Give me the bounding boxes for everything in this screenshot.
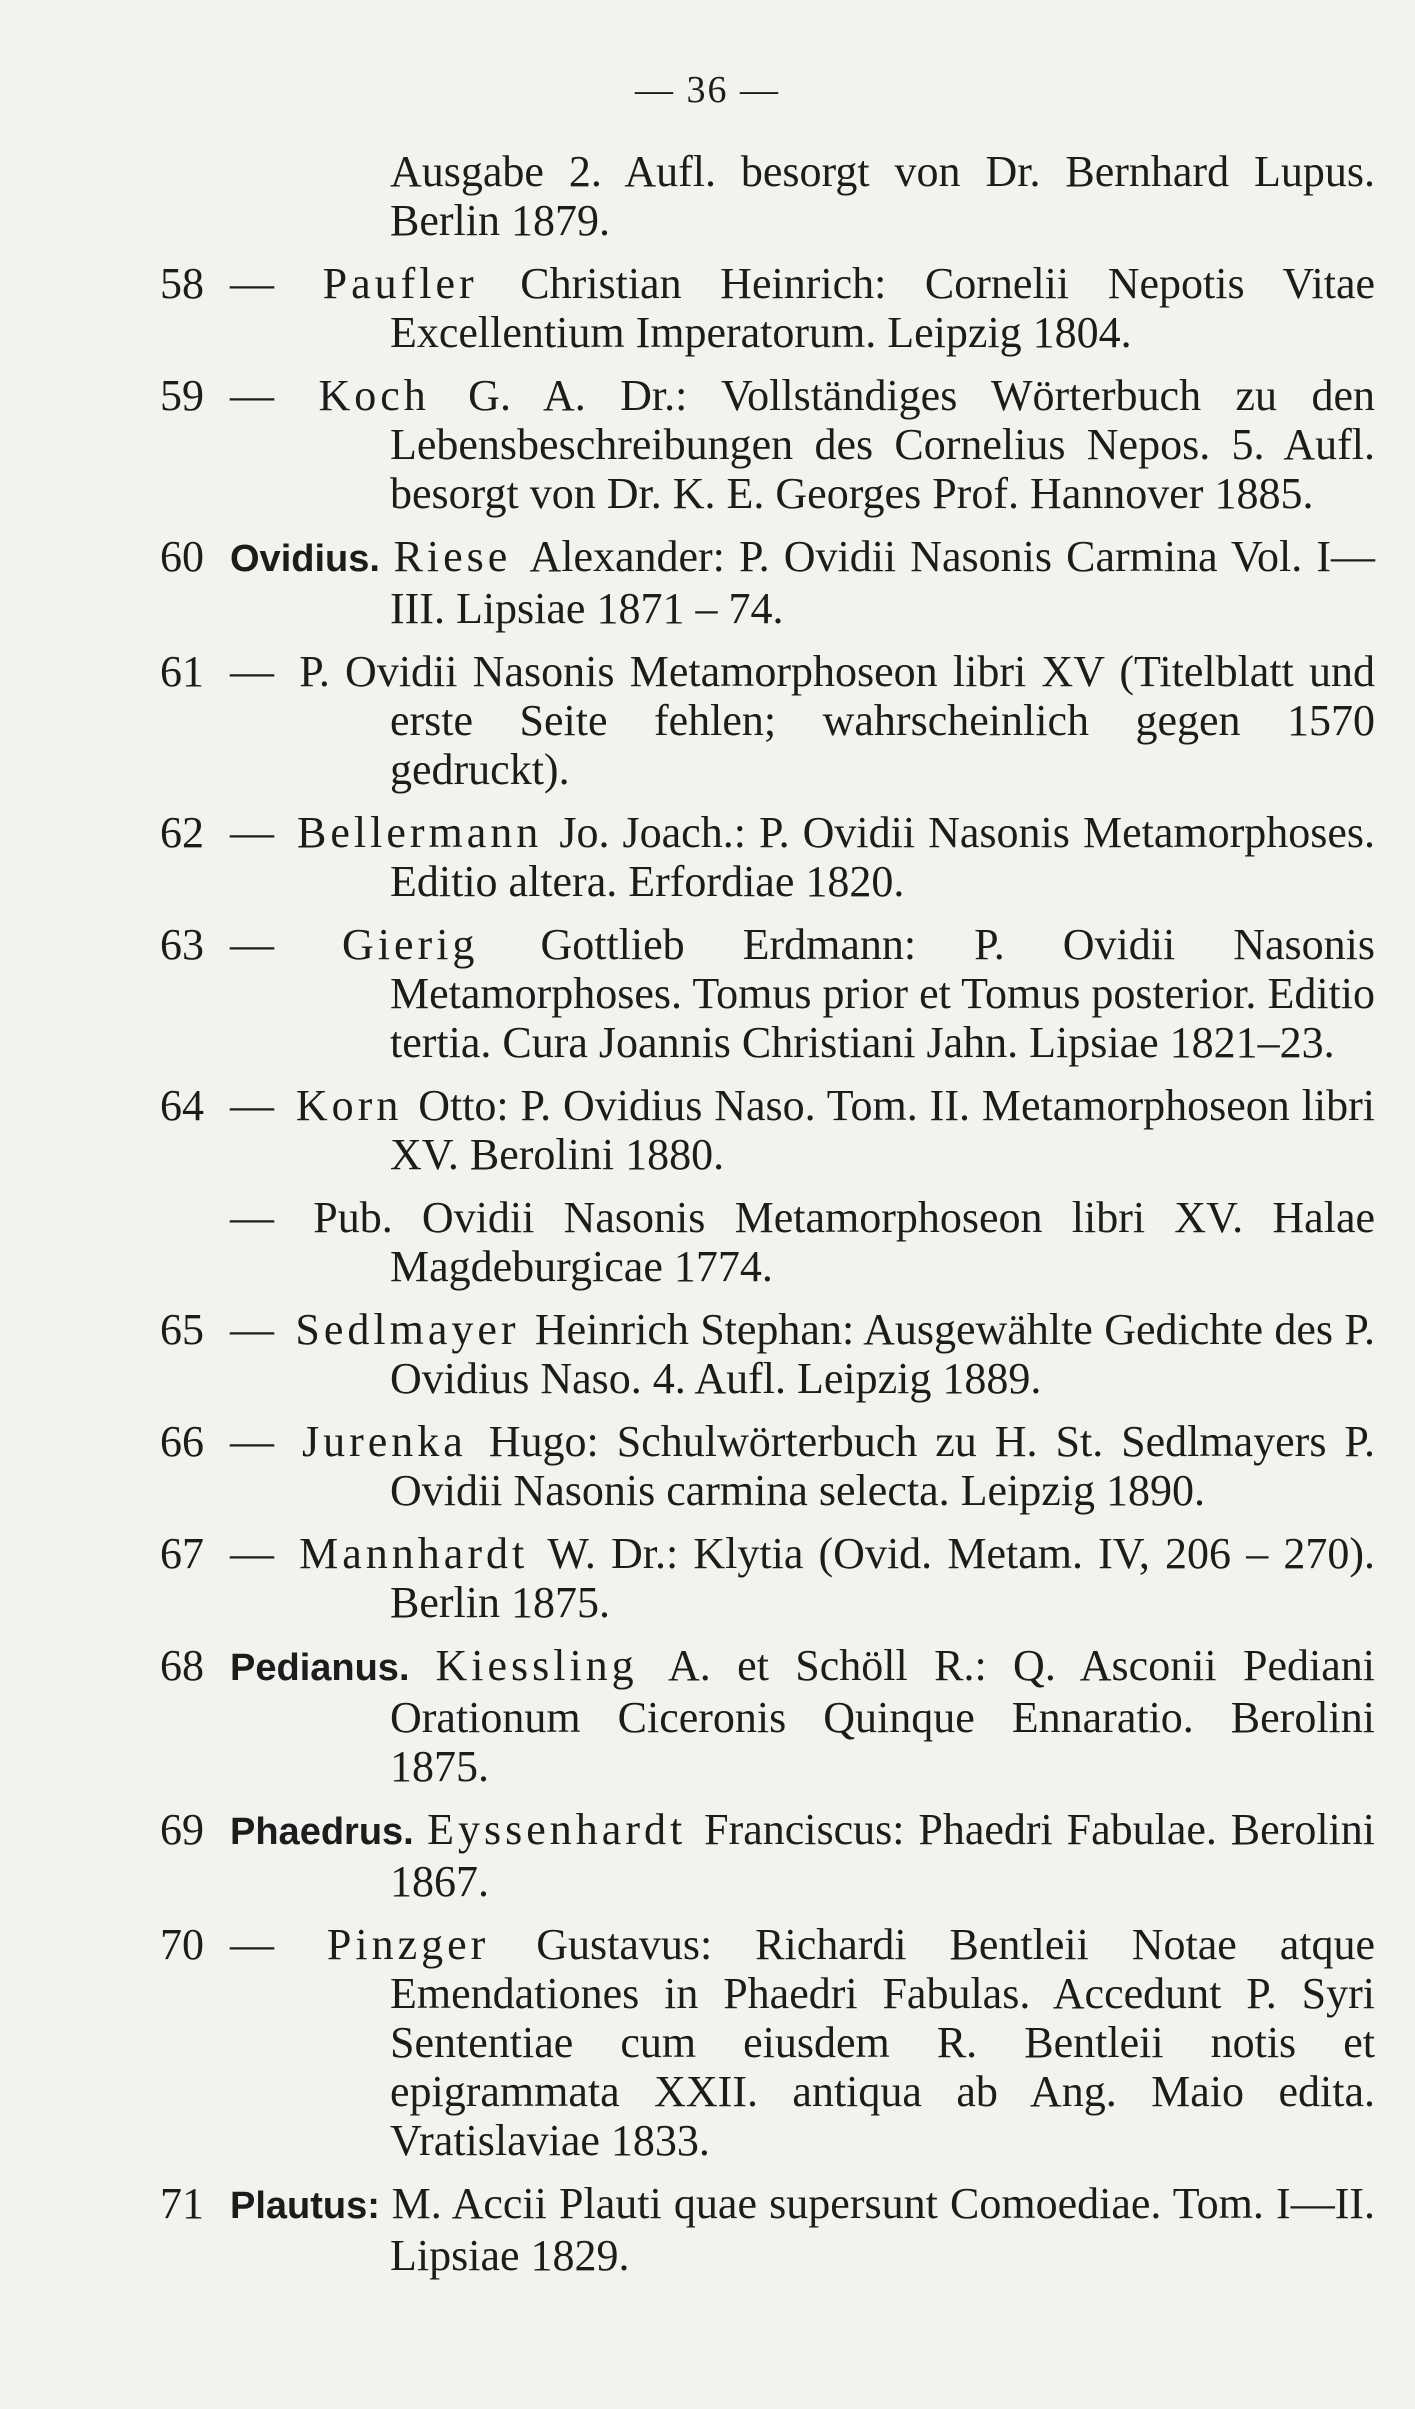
- entry-dash: —: [230, 1529, 290, 1578]
- entry-dash: —: [230, 920, 333, 969]
- entry-author: Korn: [295, 1081, 419, 1130]
- catalog-entry: [160, 808, 1375, 906]
- catalog-entry: [160, 259, 1375, 357]
- entry-body: [230, 1641, 1375, 1791]
- entry-dash: —: [230, 1193, 304, 1242]
- entry-author: Kiessling: [435, 1641, 669, 1690]
- entry-body: [230, 1920, 1375, 2165]
- entry-dash: —: [230, 1305, 286, 1354]
- entry-text: Gustavus: Richardi Bentleii Notae atque Emendationes in Phaedri Fabulas. Accedunt P. Syri Sententiae cum eiusdem R. Bentleii notis et epigrammata XXII. antiqua ab Ang. Maio edita. Vratislaviae 1833.: [390, 1920, 1375, 2165]
- entry-number: 70: [160, 1920, 204, 1969]
- catalog-entry: [160, 1529, 1375, 1627]
- entry-author: Riese: [393, 532, 530, 581]
- entry-number: 64: [160, 1081, 204, 1130]
- entry-text: W. Dr.: Klytia (Ovid. Metam. IV, 206 – 270). Berlin 1875.: [390, 1529, 1375, 1627]
- entry-text: Gottlieb Erdmann: P. Ovidii Nasonis Metamorphoses. Tomus prior et Tomus posterior. Editio tertia. Cura Joannis Christiani Jahn. Lipsiae 1821–23.: [390, 920, 1376, 1067]
- entry-body: [230, 1081, 1375, 1179]
- entry-text: M. Accii Plauti quae supersunt Comoediae. Tom. I—II. Lipsiae 1829.: [390, 2179, 1375, 2280]
- entry-text: P. Ovidii Nasonis Metamorphoseon libri XV (Titelblatt und erste Seite fehlen; wahrscheinlich gegen 1570 gedruckt).: [299, 647, 1376, 794]
- entry-text: Franciscus: Phaedri Fabulae. Berolini 1867.: [390, 1805, 1375, 1906]
- entry-number: 61: [160, 647, 204, 696]
- entry-category: Phaedrus.: [230, 1811, 428, 1853]
- entry-number: 66: [160, 1417, 204, 1466]
- entry-text: Pub. Ovidii Nasonis Metamorphoseon libri XV. Halae Magdeburgicae 1774.: [313, 1193, 1375, 1291]
- entry-body: [390, 147, 1375, 245]
- entry-body: [230, 1193, 1375, 1291]
- entry-body: [230, 1805, 1375, 1906]
- entry-category: Pedianus.: [230, 1647, 436, 1689]
- entry-body: [230, 647, 1375, 794]
- entry-number: 63: [160, 920, 204, 969]
- entry-author: Pinzger: [326, 1920, 537, 1969]
- entry-text: G. A. Dr.: Vollständiges Wörterbuch zu den Lebensbeschreibungen des Cornelius Nepos. 5. Aufl. besorgt von Dr. K. E. Georges Prof. Hannover 1885.: [390, 371, 1375, 518]
- entry-author: Sedlmayer: [295, 1305, 535, 1354]
- catalog-entry: [160, 2179, 1375, 2280]
- entry-author: Mannhardt: [299, 1529, 548, 1578]
- catalog-entry: [160, 1641, 1375, 1791]
- entry-category: Ovidius.: [230, 538, 394, 580]
- catalog-entry: [160, 147, 1375, 245]
- entry-dash: —: [230, 371, 309, 420]
- entry-body: [230, 1529, 1375, 1627]
- catalog-entry: [160, 532, 1375, 633]
- entry-dash: —: [230, 647, 290, 696]
- entry-body: [230, 920, 1375, 1067]
- entry-number: 58: [160, 259, 204, 308]
- entry-text: Hugo: Schulwörterbuch zu H. St. Sedlmayers P. Ovidii Nasonis carmina selecta. Leipzig 1890.: [390, 1417, 1375, 1515]
- catalog-entry: [160, 1417, 1375, 1515]
- entry-text: Jo. Joach.: P. Ovidii Nasonis Metamorphoses. Editio altera. Erfordiae 1820.: [390, 808, 1375, 906]
- entry-number: 69: [160, 1805, 204, 1854]
- entry-body: [230, 1417, 1375, 1515]
- entry-body: [230, 808, 1375, 906]
- catalog-entry: [160, 647, 1375, 794]
- entry-number: 71: [160, 2179, 204, 2228]
- entry-author: Gierig: [342, 920, 541, 969]
- entry-text: Christian Heinrich: Cornelii Nepotis Vitae Excellentium Imperatorum. Leipzig 1804.: [390, 259, 1376, 357]
- entry-category: Plautus:: [230, 2185, 392, 2227]
- entry-body: [230, 1305, 1375, 1403]
- entry-number: 59: [160, 371, 204, 420]
- catalog-entry: [160, 920, 1375, 1067]
- catalog-entries: [160, 147, 1376, 2294]
- entry-number: 65: [160, 1305, 204, 1354]
- entry-text: Alexander: P. Ovidii Nasonis Carmina Vol. I—III. Lipsiae 1871 – 74.: [390, 532, 1375, 633]
- page-number: — 36 —: [635, 69, 780, 111]
- catalog-entry: [160, 1920, 1375, 2165]
- entry-text: A. et Schöll R.: Q. Asconii Pediani Orationum Ciceronis Quinque Ennaratio. Berolini 1875.: [390, 1641, 1375, 1791]
- entry-author: Eyssenhardt: [427, 1805, 705, 1854]
- catalog-entry: [160, 371, 1375, 518]
- entry-author: Koch: [318, 371, 469, 420]
- entry-dash: —: [230, 259, 313, 308]
- entry-text: Otto: P. Ovidius Naso. Tom. II. Metamorphoseon libri XV. Berolini 1880.: [390, 1081, 1375, 1179]
- entry-number: 62: [160, 808, 204, 857]
- entry-dash: —: [230, 808, 288, 857]
- entry-body: [230, 371, 1375, 518]
- catalog-entry: [160, 1305, 1375, 1403]
- entry-body: [230, 532, 1375, 633]
- entry-dash: —: [230, 1081, 286, 1130]
- entry-text: Ausgabe 2. Aufl. besorgt von Dr. Bernhard Lupus. Berlin 1879.: [390, 147, 1375, 245]
- catalog-entry: [160, 1805, 1375, 1906]
- entry-number: 68: [160, 1641, 204, 1690]
- entry-author: Jurenka: [301, 1417, 489, 1466]
- entry-number: 67: [160, 1529, 204, 1578]
- entry-dash: —: [230, 1920, 317, 1969]
- entry-text: Heinrich Stephan: Ausgewählte Gedichte des P. Ovidius Naso. 4. Aufl. Leipzig 1889.: [390, 1305, 1375, 1403]
- catalog-entry: [160, 1193, 1375, 1291]
- entry-number: 60: [160, 532, 204, 581]
- catalog-entry: [160, 1081, 1375, 1179]
- entry-author: Paufler: [322, 259, 521, 308]
- entry-body: [230, 259, 1375, 357]
- entry-dash: —: [230, 1417, 292, 1466]
- entry-author: Bellermann: [297, 808, 560, 857]
- entry-body: [230, 2179, 1375, 2280]
